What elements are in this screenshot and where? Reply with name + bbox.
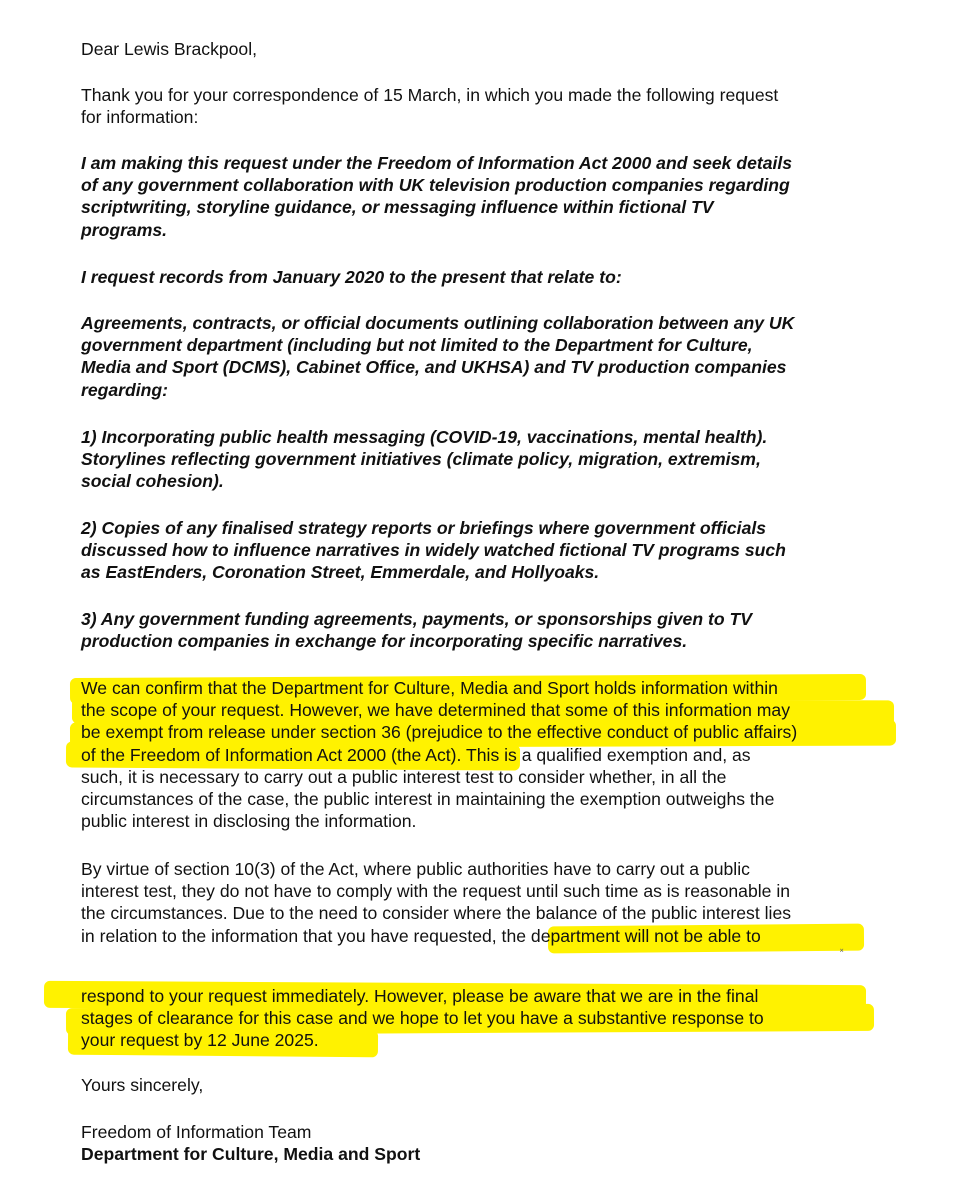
request-records-paragraph: I request records from January 2020 to the present that relate to: (81, 267, 622, 287)
intro-paragraph: Thank you for your correspondence of 15 March, in which you made the following request for information: (81, 85, 779, 128)
request-agreements-paragraph: Agreements, contracts, or official documents outlining collaboration between any UK government department (including but not limited to the Department for Culture, Media and Sport (DCMS), Cabinet Office, and UKHSA) and TV production companies regarding: (81, 313, 795, 400)
highlighted-text: stages of clearance for this case and we hope to let you have a substantive response to (81, 1008, 764, 1029)
signature-department: Department for Culture, Media and Sport (81, 1144, 421, 1165)
scan-artifact-mark: ˟ (840, 948, 844, 959)
highlighted-text: be exempt from release under section 36 (prejudice to the effective conduct of public affairs (81, 722, 792, 743)
highlighted-text: the department will not be able to (496, 925, 761, 946)
signature-team: Freedom of Information Team (81, 1122, 312, 1142)
request-item-2: 2) Copies of any finalised strategy reports or briefings where government officials discussed how to influence narratives in widely watched fictional TV programs such as EastEnders, Coronation Street, Emmerdale, and Hollyoaks. (81, 518, 786, 583)
response-paragraph-2: By virtue of section 10(3) of the Act, where public authorities have to carry out a public interest test, they do not have to comply with the request until such time as is reasonable in the circumstances. Due to the need to consider where the balance of the public interest lies in relation to the information that you have requested, the department will not be able to (81, 859, 792, 946)
highlighted-text: respond to your request immediately. However, please be aware that we are in the final (81, 986, 759, 1006)
salutation: Dear Lewis Brackpool, (81, 39, 258, 59)
response-paragraph-3 (81, 985, 941, 1052)
highlighted-text: We can confirm that the Department for Culture, Media and Sport holds information withi (81, 678, 769, 698)
request-intro-paragraph: I am making this request under the Freedom of Information Act 2000 and seek details of any government collaboration with UK television production companies regarding scriptwriting, storyline guidance, or messaging influence within fictional TV programs. (81, 153, 793, 240)
request-item-1: 1) Incorporating public health messaging (COVID-19, vaccinations, mental health). Storylines reflecting government initiatives (climate policy, migration, extremism, social cohesion). (81, 427, 768, 492)
signature-block (81, 1121, 941, 1165)
highlighted-text: your request by 12 June 2025. (81, 1030, 319, 1051)
highlighted-text: the scope of your request. However, we have determined that some of this information may (81, 700, 790, 721)
response-paragraph-1: We can confirm that the Department for Culture, Media and Sport holds information within the scope of your request. However, we have determined that some of this information may be exempt from release under section 36 (prejudice to the effective conduct of public affairs) of the Freedom of Information Act 2000 (the Act). This is a qualified exemption and, as such, it is necessary to carry out a public interest test to consider whether, in all the circumstances of the case, the public interest in maintaining the exemption outweighs the public interest in disclosing the information. (81, 678, 798, 832)
request-item-3: 3) Any government funding agreements, payments, or sponsorships given to TV production companies in exchange for incorporating specific narratives. (81, 609, 752, 652)
highlighted-text: of the Freedom of Information Act 2000 (the Act) (81, 744, 457, 765)
closing: Yours sincerely, (81, 1075, 204, 1095)
